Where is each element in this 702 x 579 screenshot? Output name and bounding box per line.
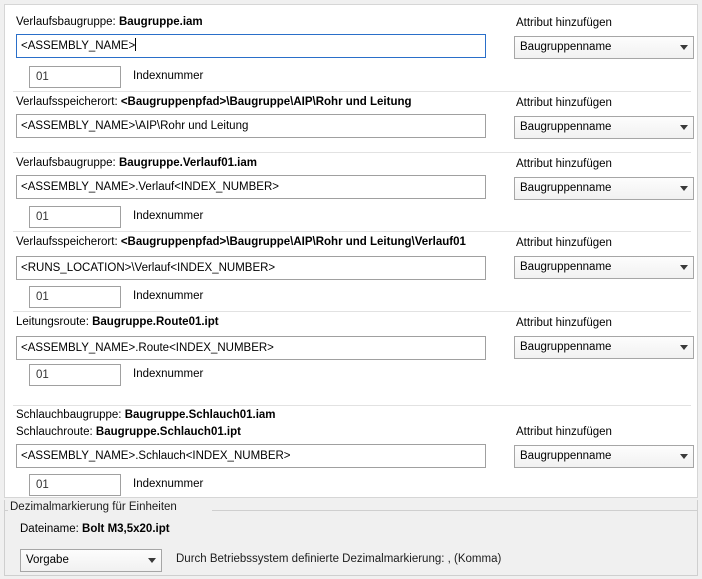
decimal-marker-dropdown[interactable]: Vorgabe — [20, 549, 162, 572]
run-sub-assembly-input[interactable]: <ASSEMBLY_NAME>.Verlauf<INDEX_NUMBER> — [16, 175, 486, 199]
run-assembly-index-input[interactable]: 01 — [29, 66, 121, 88]
add-attribute-label-6: Attribut hinzufügen — [516, 426, 612, 438]
run-sub-assembly-label: Verlaufsbaugruppe: Baugruppe.Verlauf01.iam — [16, 157, 257, 169]
add-attribute-label-3: Attribut hinzufügen — [516, 158, 612, 170]
chevron-down-icon[interactable] — [675, 446, 693, 467]
attribute-dropdown-4[interactable]: Baugruppenname — [514, 256, 694, 279]
divider-4 — [13, 311, 691, 312]
chevron-down-icon[interactable] — [675, 337, 693, 358]
chevron-down-icon[interactable] — [675, 257, 693, 278]
hose-index-input[interactable]: 01 — [29, 474, 121, 496]
hose-index-label: Indexnummer — [133, 478, 204, 490]
run-assembly-index-label: Indexnummer — [133, 70, 204, 82]
add-attribute-label-4: Attribut hinzufügen — [516, 237, 612, 249]
hose-assembly-label: Schlauchbaugruppe: Baugruppe.Schlauch01.iam — [16, 409, 276, 421]
run-sub-location-label: Verlaufsspeicherort: <Baugruppenpfad>\Baugruppe\AIP\Rohr und Leitung\Verlauf01 — [16, 236, 466, 248]
add-attribute-label-5: Attribut hinzufügen — [516, 317, 612, 329]
decimal-marker-group-title: Dezimalmarkierung für Einheiten — [8, 501, 181, 513]
hose-route-input[interactable]: <ASSEMBLY_NAME>.Schlauch<INDEX_NUMBER> — [16, 444, 486, 468]
filename-label: Dateiname: Bolt M3,5x20.ipt — [20, 523, 170, 535]
run-assembly-label: Verlaufsbaugruppe: Baugruppe.iam — [16, 16, 203, 28]
run-sub-location-index-input[interactable]: 01 — [29, 286, 121, 308]
attribute-dropdown-5[interactable]: Baugruppenname — [514, 336, 694, 359]
decimal-marker-note: Durch Betriebssystem definierte Dezimalmarkierung: , (Komma) — [176, 553, 502, 565]
hose-route-label: Schlauchroute: Baugruppe.Schlauch01.ipt — [16, 426, 241, 438]
chevron-down-icon[interactable] — [143, 550, 161, 571]
run-assembly-input[interactable]: <ASSEMBLY_NAME> — [16, 34, 486, 58]
attribute-dropdown-3[interactable]: Baugruppenname — [514, 177, 694, 200]
run-sub-location-input[interactable]: <RUNS_LOCATION>\Verlauf<INDEX_NUMBER> — [16, 256, 486, 280]
divider-3 — [13, 231, 691, 232]
attribute-dropdown-1[interactable]: Baugruppenname — [514, 36, 694, 59]
run-location-label: Verlaufsspeicherort: <Baugruppenpfad>\Baugruppe\AIP\Rohr und Leitung — [16, 96, 412, 108]
run-sub-assembly-index-input[interactable]: 01 — [29, 206, 121, 228]
add-attribute-label-2: Attribut hinzufügen — [516, 97, 612, 109]
attribute-dropdown-2[interactable]: Baugruppenname — [514, 116, 694, 139]
chevron-down-icon[interactable] — [675, 117, 693, 138]
route-label: Leitungsroute: Baugruppe.Route01.ipt — [16, 316, 219, 328]
group-border-right — [212, 510, 698, 511]
add-attribute-label-1: Attribut hinzufügen — [516, 17, 612, 29]
divider-2 — [13, 152, 691, 153]
chevron-down-icon[interactable] — [675, 37, 693, 58]
attribute-dropdown-6[interactable]: Baugruppenname — [514, 445, 694, 468]
run-sub-location-index-label: Indexnummer — [133, 290, 204, 302]
divider-5 — [13, 405, 691, 406]
chevron-down-icon[interactable] — [675, 178, 693, 199]
run-location-input[interactable]: <ASSEMBLY_NAME>\AIP\Rohr und Leitung — [16, 114, 486, 138]
route-index-label: Indexnummer — [133, 368, 204, 380]
naming-rules-panel — [4, 4, 698, 498]
run-sub-assembly-index-label: Indexnummer — [133, 210, 204, 222]
divider-1 — [13, 91, 691, 92]
route-input[interactable]: <ASSEMBLY_NAME>.Route<INDEX_NUMBER> — [16, 336, 486, 360]
route-index-input[interactable]: 01 — [29, 364, 121, 386]
text-caret — [135, 38, 136, 51]
